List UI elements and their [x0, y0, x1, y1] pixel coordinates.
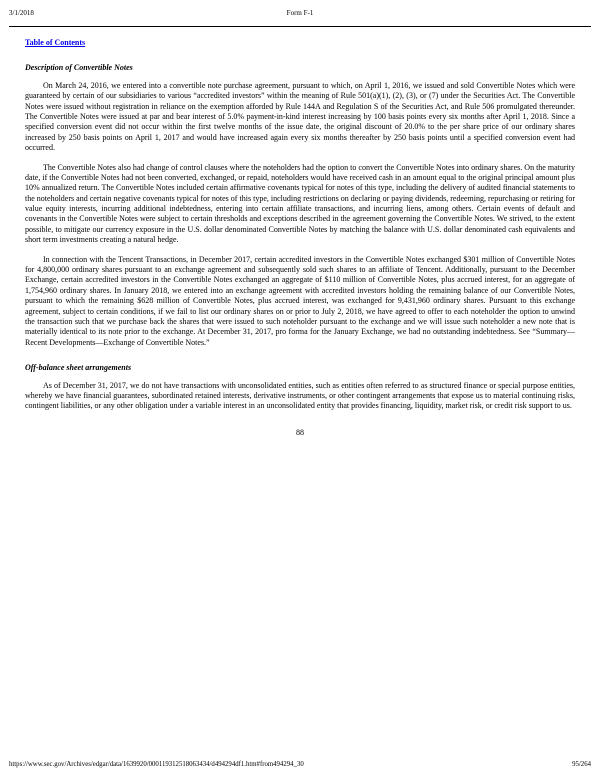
paragraph-convertible-notes-3: In connection with the Tencent Transactions, in December 2017, certain accredited investors in the Convertible Notes exchanged $301 million of Convertible Notes for 4,800,000 ordinary shares pursuant to an exchange agreement and subsequently sold such shares to an affiliate of Tencent. Additionally, pursuant to the December Exchange, certain accredited investors in the Convertible Notes exchanged an aggregate of $110 million of Convertible Notes, plus accrued interest, for an aggregate of 1,754,960 ordinary shares. In January 2018, we entered into an exchange agreement with accredited investors holding the remaining balance of our Convertible Notes, pursuant to which the remaining $628 million of Convertible Notes, plus accrued interest, was exchanged for 9,431,960 ordinary shares. Pursuant to this exchange agreement, subject to certain conditions, if we fail to list our ordinary shares on or prior to July 2, 2018, we have agreed to offer to each noteholder the option to unwind the transaction such that we purchase back the shares that were issued to such noteholder pursuant to the exchange and we will issue such noteholder a new note that is materially identical to its note prior to the exchange. At December 31, 2017, pro forma for the January Exchange, we had no outstanding indebtedness. See “Summary—Recent Developments—Exchange of Convertible Notes.”: [25, 254, 575, 347]
print-header-title: Form F-1: [286, 9, 314, 17]
table-of-contents-link[interactable]: Table of Contents: [25, 38, 86, 47]
header-divider: [9, 26, 591, 27]
paragraph-off-balance-sheet-1: As of December 31, 2017, we do not have transactions with unconsolidated entities, such as entities often referred to as structured finance or special purpose entities, whereby we have financial guarantees, subordinated retained interests, derivative instruments, or other contingent arrangements that expose us to material continuing risks, contingent liabilities, or any other obligation under a variable interest in an unconsolidated entity that provides financing, liquidity, market risk, or credit risk support to us.: [25, 380, 575, 411]
paragraph-convertible-notes-1: On March 24, 2016, we entered into a convertible note purchase agreement, pursuant to which, on April 1, 2016, we issued and sold Convertible Notes which were guaranteed by certain of our subsidiaries to various “accredited investors” within the meaning of Rule 501(a)(1), (2), (3), or (7) under the Securities Act. The Convertible Notes were issued without registration in reliance on the exemption afforded by Rule 144A and Regulation S of the Securities Act, and Rule 506 promulgated thereunder. The Convertible Notes were issued at par and bear interest of 5.0% payment-in-kind interest increasing by 100 basis points every six months after April 1, 2018. Since a specified conversion event did not occur within the first twelve months of the issue date, the original discount of 20.0% to the per share price of our ordinary shares increased by 250 basis points on April 1, 2017 and would have increased again every six months thereafter by 250 basis points until a specified conversion event had occurred.: [25, 80, 575, 153]
page-number: 88: [296, 427, 304, 437]
document-body: [25, 38, 575, 438]
section-heading-off-balance-sheet-arrangements: Off-balance sheet arrangements: [25, 363, 132, 373]
print-header: [0, 0, 600, 17]
footer-page-indicator: 95/264: [572, 761, 591, 768]
section-heading-description-of-convertible-notes: Description of Convertible Notes: [25, 63, 133, 73]
footer-source-url: https://www.sec.gov/Archives/edgar/data/1639920/000119312518063434/d494294df1.htm#from494294_30: [9, 761, 304, 768]
print-footer: [9, 761, 591, 768]
paragraph-convertible-notes-2: The Convertible Notes also had change of control clauses where the noteholders had the option to convert the Convertible Notes into ordinary shares. On the maturity date, if the Convertible Notes had not been converted, exchanged, or repaid, noteholders would have received cash in an amount equal to the original principal amount plus 10% annualized return. The Convertible Notes included certain affirmative covenants typical for notes of this type, including the delivery of audited financial statements to the noteholders and certain negative covenants typical for notes of this type, including restrictions on declaring or paying dividends, redeeming, repurchasing or retiring for value equity interests, incurring additional indebtedness, entering into certain affiliate transactions, and incurring liens, among others. Certain events of default and covenants in the Convertible Notes were subject to certain thresholds and exceptions described in the agreement governing the Convertible Notes. We strived, to the extent possible, to mitigate our currency exposure in the U.S. dollar denominated Convertible Notes by matching the balance with U.S. dollar denominated cash equivalents and short term investments creating a natural hedge.: [25, 162, 575, 245]
print-header-date: 3/1/2018: [9, 9, 34, 17]
